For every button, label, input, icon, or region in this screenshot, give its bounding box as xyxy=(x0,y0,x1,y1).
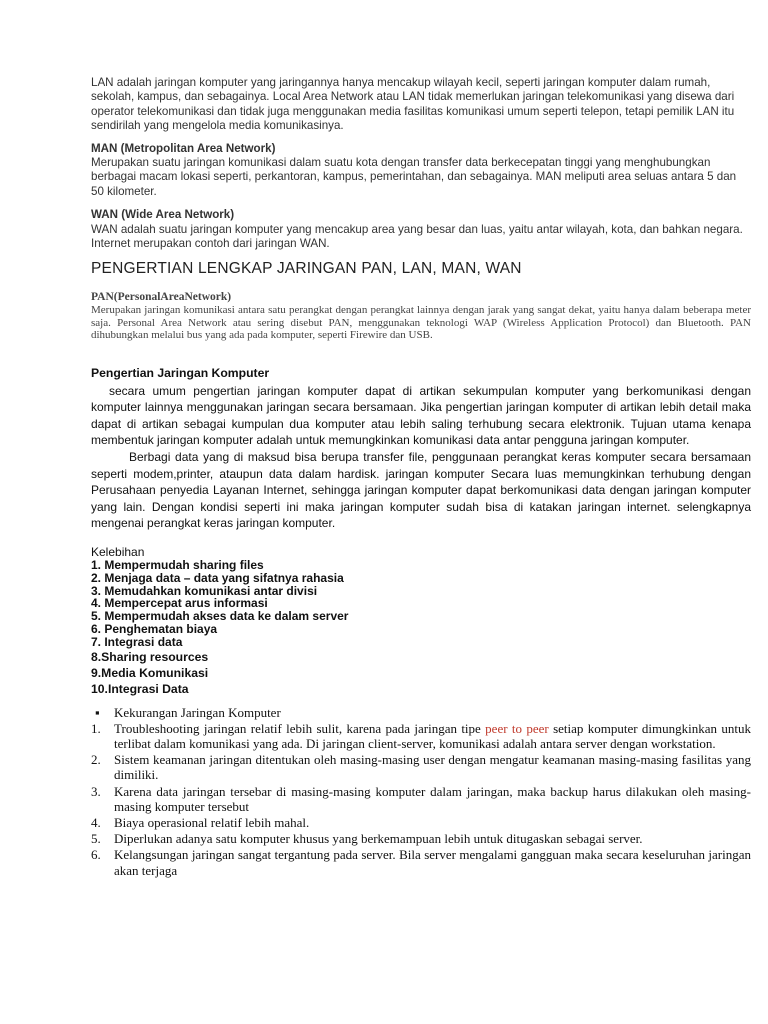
wan-heading: WAN (Wide Area Network) xyxy=(91,208,235,222)
man-paragraph: Merupakan suatu jaringan komunikasi dalam suatu kota dengan transfer data berkecepatan tinggi yang menghubungkan berbagai macam lokasi seperti, perkantoran, kampus, pemerintahan, dan sebagainya. MAN meliputi area seluas antara 5 dan 50 kilometer. xyxy=(91,156,737,198)
kelebihan-item: 6. Penghematan biaya xyxy=(91,622,218,637)
pengertian-heading: Pengertian Jaringan Komputer xyxy=(91,365,270,380)
kekurangan-item xyxy=(91,847,751,877)
kekurangan-title-row xyxy=(91,705,751,720)
pan-paragraph: Merupakan jaringan komunikasi antara satu perangkat dengan perangkat lainnya dengan jarak yang sangat dekat, yaitu hanya dalam beberapa meter saja. Personal Area Network atau sering disebut PAN, menggunakan teknologi WAP (Wireless Application Protocol) dan Bluetooth. PAN dihubungkan melalui bus yang ada pada komputer, seperti Firewire dan USB. xyxy=(91,304,751,342)
kelebihan-title: Kelebihan xyxy=(91,545,145,560)
item-number: 3. xyxy=(91,783,101,799)
pan-heading: PAN(PersonalAreaNetwork) xyxy=(91,291,232,304)
wan-paragraph: WAN adalah suatu jaringan komputer yang mencakup area yang besar dan luas, yaitu antar wilayah, kota, dan bahkan negara. Internet merupakan contoh dari jaringan WAN. xyxy=(91,222,743,251)
pengertian-paragraph-1: secara umum pengertian jaringan komputer dapat di artikan sekumpulan komputer yang berkomunikasi dengan komputer lainnya menggunakan jaringan secara bersamaan. Jika pengertian jaringan komputer di artikan lebih detail maka dapat di artikan sebagai kumpulan dua komputer atau lebih saling terhubung secara elektronik. Tujuan utama kenapa membentuk jaringan komputer adalah untuk memungkinkan komunikasi data antar pengguna jaringan komputer. xyxy=(91,383,751,448)
kelebihan-item: 3. Memudahkan komunikasi antar divisi xyxy=(91,583,318,598)
kekurangan-item-text: Karena data jaringan tersebar di masing-masing komputer dalam jaringan, maka backup harus dilakukan oleh masing-masing komputer tersebut xyxy=(114,783,751,814)
peer-to-peer-link[interactable]: peer to peer xyxy=(485,720,549,736)
kelebihan-item: 4. Mempercepat arus informasi xyxy=(91,596,268,611)
kekurangan-item xyxy=(91,784,751,814)
kekurangan-item xyxy=(91,752,751,782)
item-number: 6. xyxy=(91,847,101,863)
kekurangan-item xyxy=(91,831,751,846)
kelebihan-item: 5. Mempermudah akses data ke dalam server xyxy=(91,609,349,624)
kelebihan-item: 1. Mempermudah sharing files xyxy=(91,558,264,573)
document-page xyxy=(91,76,751,878)
kekurangan-title: Kekurangan Jaringan Komputer xyxy=(114,704,281,720)
kekurangan-item-text: Diperlukan adanya satu komputer khusus yang berkemampuan lebih untuk ditugaskan sebagai server. xyxy=(114,831,643,847)
kekurangan-list xyxy=(91,705,751,878)
kekurangan-item xyxy=(91,815,751,830)
item-number: 1. xyxy=(91,720,101,736)
item-text-part: setiap komputer dimungkinkan untuk terlibat dalam komunikasi yang ada. Di jaringan client-server, komunikasi adalah antara server dengan workstation. xyxy=(114,720,751,752)
kelebihan-item: 7. Integrasi data xyxy=(91,634,183,649)
pengertian-paragraph-2: Berbagi data yang di maksud bisa berupa transfer file, penggunaan perangkat keras komputer secara bersamaan seperti modem,printer, ataupun data dalam hardisk. jaringan komputer Secara luas memungkinkan terhubung dengan Perusahaan penyedia Layanan Internet, sehingga jaringan komputer dapat berkomunikasi data dengan jaringan komputer yang lain. Dengan kondisi seperti ini maka jaringan komputer sudah bisa di katakan jaringan internet. selengkapnya mengenai perangkat keras jaringan komputer. xyxy=(91,450,751,531)
kekurangan-item-text: Kelangsungan jaringan sangat tergantung pada server. Bila server mengalami gangguan maka secara keseluruhan jaringan akan terjaga xyxy=(114,847,751,878)
kelebihan-list xyxy=(91,546,751,697)
kekurangan-item-text: Sistem keamanan jaringan ditentukan oleh masing-masing user dengan mengatur keamanan masing-masing fasilitas yang dimiliki. xyxy=(114,752,751,783)
item-number: 4. xyxy=(91,815,101,831)
man-heading: MAN (Metropolitan Area Network) xyxy=(91,141,276,155)
kekurangan-item-text xyxy=(114,721,751,751)
kelebihan-item: 2. Menjaga data – data yang sifatnya rahasia xyxy=(91,570,344,585)
kekurangan-item-text: Biaya operasional relatif lebih mahal. xyxy=(114,815,310,831)
item-number: 2. xyxy=(91,752,101,768)
section-title: PENGERTIAN LENGKAP JARINGAN PAN, LAN, MAN, WAN xyxy=(91,260,522,278)
kelebihan-item: 10.Integrasi Data xyxy=(91,681,189,696)
kelebihan-item: 8.Sharing resources xyxy=(91,649,209,664)
kekurangan-item xyxy=(91,721,751,751)
lan-paragraph: LAN adalah jaringan komputer yang jaringannya hanya mencakup wilayah kecil, seperti jaringan komputer dalam rumah, sekolah, kampus, dan sebagainya. Local Area Network atau LAN tidak memerlukan jaringan telekomunikasi yang disewa dari operator telekomunikasi dan tidak juga menggunakan media fasilitas komunikasi umum seperti telepon, tetapi pemilik LAN itu sendirilah yang mengelola media komunikasinya. xyxy=(91,76,735,133)
kelebihan-item: 9.Media Komunikasi xyxy=(91,665,209,680)
item-text-part: Troubleshooting jaringan relatif lebih sulit, karena pada jaringan tipe xyxy=(114,720,486,736)
item-number: 5. xyxy=(91,831,101,847)
bullet-icon: ▪ xyxy=(95,704,100,720)
